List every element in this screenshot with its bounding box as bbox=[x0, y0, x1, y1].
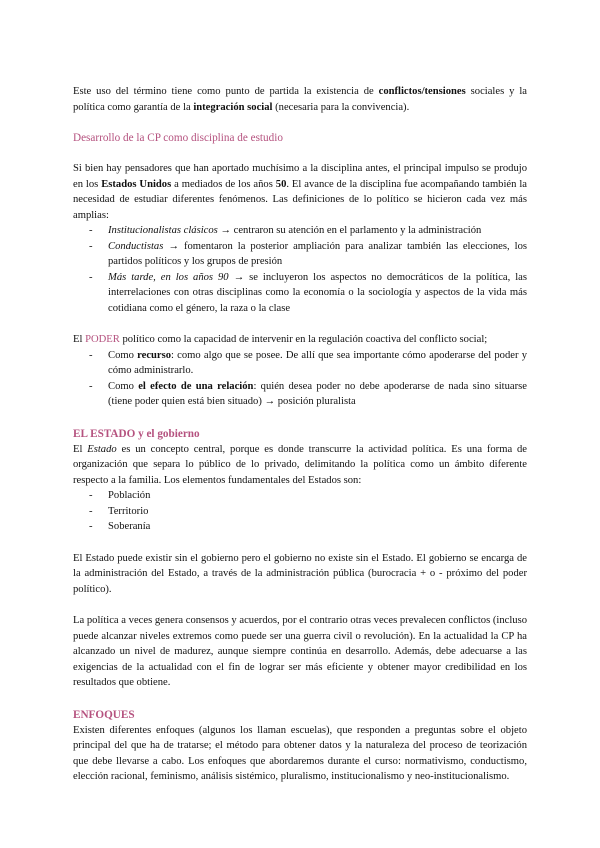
cp-paragraph: Si bien hay pensadores que han aportado muchísimo a la disciplina antes, el principal impulso se produjo en los Estados Unidos a mediados de los años 50. El avance de la disciplina fue acompañando también la necesidad de estudiar diferentes fenómenos. Las definiciones de lo político se hicieron cada vez más amplias: bbox=[73, 163, 527, 221]
list-item: - Como el efecto de una relación: quién desea poder no debe apoderarse de nada sino situarse (tiene poder quien está bien situado) → posición pluralista bbox=[89, 379, 527, 410]
cp-list bbox=[73, 223, 527, 316]
section-heading-cp: Desarrollo de la CP como disciplina de estudio bbox=[73, 132, 283, 144]
poder-keyword: PODER bbox=[85, 334, 120, 345]
enfoques-paragraph: Existen diferentes enfoques (algunos los llaman escuelas), que responden a preguntas sobre el objeto principal del que ha de tratarse; el método para obtener datos y la naturaleza del proceso de teorización que debe llevarse a cabo. Los enfoques que abordaremos durante el curso: normativismo, conductismo, elección racional, feminismo, análisis sistémico, pluralismo, institucionalismo y neo-institucionalismo. bbox=[73, 724, 527, 782]
list-item: - Territorio bbox=[89, 504, 527, 520]
list-item: - Como recurso: como algo que se posee. De allí que sea importante cómo apoderarse del poder y cómo administrarlo. bbox=[89, 348, 527, 379]
estado-paragraph: El Estado es un concepto central, porque es donde transcurre la actividad política. Es una forma de organización que separa lo público de lo privado, delimitando la política como un ámbito diferente respecto a la familia. Los elementos fundamentales del Estados son: bbox=[73, 443, 527, 486]
poder-paragraph: El PODER político como la capacidad de intervenir en la regulación coactiva del conflicto social; bbox=[73, 334, 488, 345]
list-item: - Población bbox=[89, 488, 527, 504]
intro-paragraph: Este uso del término tiene como punto de partida la existencia de conflictos/tensiones sociales y la política como garantía de la integración social (necesaria para la convivencia). bbox=[73, 86, 527, 113]
estado-list bbox=[73, 488, 527, 535]
document-page bbox=[73, 84, 527, 785]
estado-gobierno-paragraph: El Estado puede existir sin el gobierno pero el gobierno no existe sin el Estado. El gobierno se encarga de la administración del Estado, a través de la administración pública (burocracia + o - próximo del poder político). bbox=[73, 552, 527, 595]
list-item: - Más tarde, en los años 90 → se incluyeron los aspectos no democráticos de la política, las interrelaciones con otras disciplinas como la economía o la sociología y aspectos de la vida más cotidiana como el género, la raza o la clase bbox=[89, 270, 527, 317]
section-heading-estado: EL ESTADO y el gobierno bbox=[73, 427, 200, 440]
section-heading-enfoques: ENFOQUES bbox=[73, 708, 135, 721]
list-item: - Soberanía bbox=[89, 519, 527, 535]
poder-list bbox=[73, 348, 527, 410]
politica-paragraph: La política a veces genera consensos y acuerdos, por el contrario otras veces prevalecen conflictos (incluso puede alcanzar niveles extremos como puede ser una guerra civil o revolución). En la actualidad la CP ha alcanzado un nivel de madurez, aunque siempre continúa en desarrollo. Además, debe adecuarse a las exigencias de la actualidad con el fin de lograr ser más eficiente y obtener mayor credibilidad en los resultados que obtiene. bbox=[73, 615, 527, 688]
list-item: - Conductistas → fomentaron la posterior ampliación para analizar también las elecciones, los partidos políticos y los grupos de presión bbox=[89, 239, 527, 270]
list-item: - Institucionalistas clásicos → centraron su atención en el parlamento y la administración bbox=[89, 223, 527, 239]
